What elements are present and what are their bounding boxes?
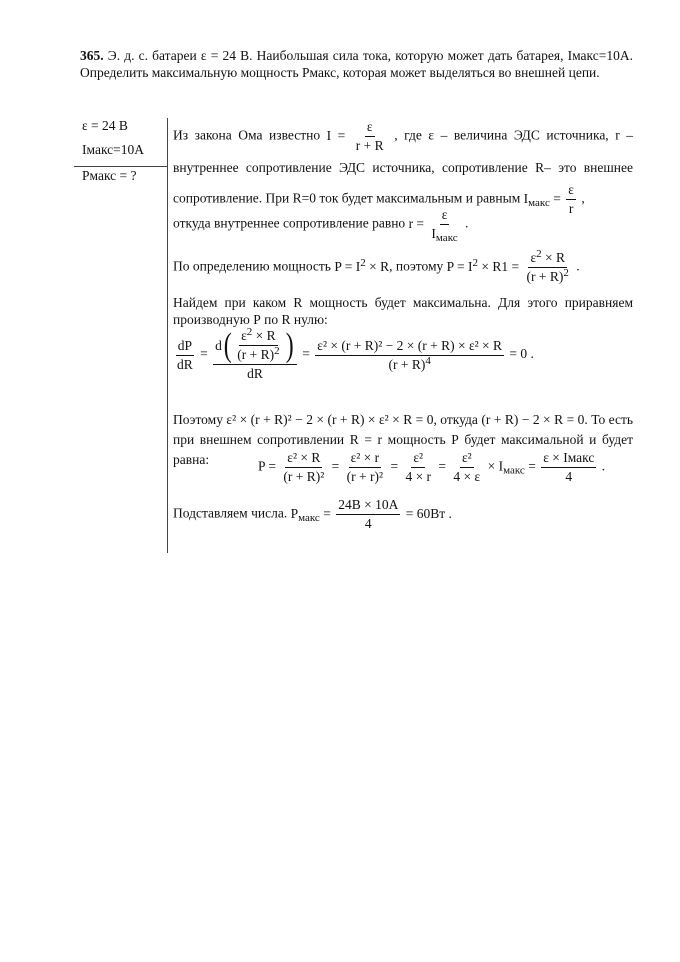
solution-paragraph-derivative-intro: Найдем при каком R мощность будет максимальна. Для этого приравняем производную Р по R нулю:	[173, 295, 633, 327]
solution-paragraph-power: По определению мощность $P = I^2 \times R$, поэтому $P = I^2 \times R1$ = $\frac{\varepsilon^2 \times R}{(r + R)^2}$ .	[173, 248, 580, 284]
given-imax: Iмакс=10А	[82, 142, 145, 157]
solution-paragraph-conclusion: Поэтому ε² × (r + R)² − 2 × (r + R) × ε² × R = 0, откуда (r + R) − 2 × R = 0. То есть при внешнем сопротивлении R = r мощность Р будет максимальной и будет равна:	[173, 412, 634, 467]
derivative-formula: $\frac{dP}{dR}$ = d ( $\frac{\varepsilon^2 \times R}{(r + R)^2}$ ) dR = $\frac{\text{ε² × (r + R)² − 2 × (r + R) × ε² × R}}{(r + R)^4}$ = 0 .	[177, 326, 534, 381]
r-formula: r = $\frac{\varepsilon}{I_{макс}}$	[408, 207, 458, 244]
problem-text: Э. д. с. батареи ε = 24 В. Наибольшая сила тока, которую может дать батарея, Iмакс=10А. Определить максимальную мощность Рмакс, которая может выделяться во внешней цепи.	[80, 48, 634, 80]
ohm-formula: I = $\frac{\varepsilon}{r + R}$	[326, 119, 384, 153]
equation-r-equals: R = r	[349, 432, 383, 447]
find-pmax: Рмакс = ?	[82, 168, 137, 183]
given-block	[82, 117, 144, 191]
final-result: = 60Вт .	[405, 505, 452, 521]
power-formula: $P = I^2 \times R1$ = $\frac{\varepsilon^2 \times R}{(r + R)^2}$	[446, 248, 569, 284]
power-definition: $P = I^2 \times R$	[334, 256, 390, 274]
problem-statement	[80, 47, 633, 81]
equation-simplified: (r + R) − 2 × R = 0	[481, 412, 585, 427]
solution-divider	[167, 118, 168, 553]
pmax-formula-chain: P = $\frac{\text{ε² × R}}{\text{(r + R)²}}$ = $\frac{\text{ε² × r}}{\text{(r + r)²}}$ = $\frac{\text{ε²}}{4 \times r}$ = $\frac{\text{ε²}}{4 \times \varepsilon}$ × $I_{макс}$ = $\frac{\text{ε × Iмакс}}{4}$ .	[258, 450, 606, 484]
problem-number: 365.	[80, 48, 104, 63]
solution-paragraph-ohm: Из закона Ома известно I = $\frac{\varepsilon}{r + R}$ , где ε – величина ЭДС источника, r – внутреннее сопротивление ЭДС источника, сопротивление R– это внешнее сопротивление. При R=0 ток будет максимальным и равным $I_{макс}$ = $\frac{\varepsilon}{r}$ ,	[173, 119, 633, 216]
imax-formula: $I_{макс}$ = $\frac{\varepsilon}{r}$	[523, 182, 574, 216]
given-emf: ε = 24 В	[82, 118, 128, 133]
solution-paragraph-r: откуда внутреннее сопротивление равно r = $\frac{\varepsilon}{I_{макс}}$ .	[173, 207, 469, 244]
given-divider	[74, 166, 167, 167]
equation-zero: ε² × (r + R)² − 2 × (r + R) × ε² × R = 0	[226, 412, 434, 427]
final-formula: $P_{макс}$ = $\frac{24В \times 10А}{4}$ = 60Вт .	[290, 497, 452, 531]
solution-paragraph-final: Подставляем числа. $P_{макс}$ = $\frac{24В \times 10А}{4}$ = 60Вт .	[173, 497, 452, 531]
